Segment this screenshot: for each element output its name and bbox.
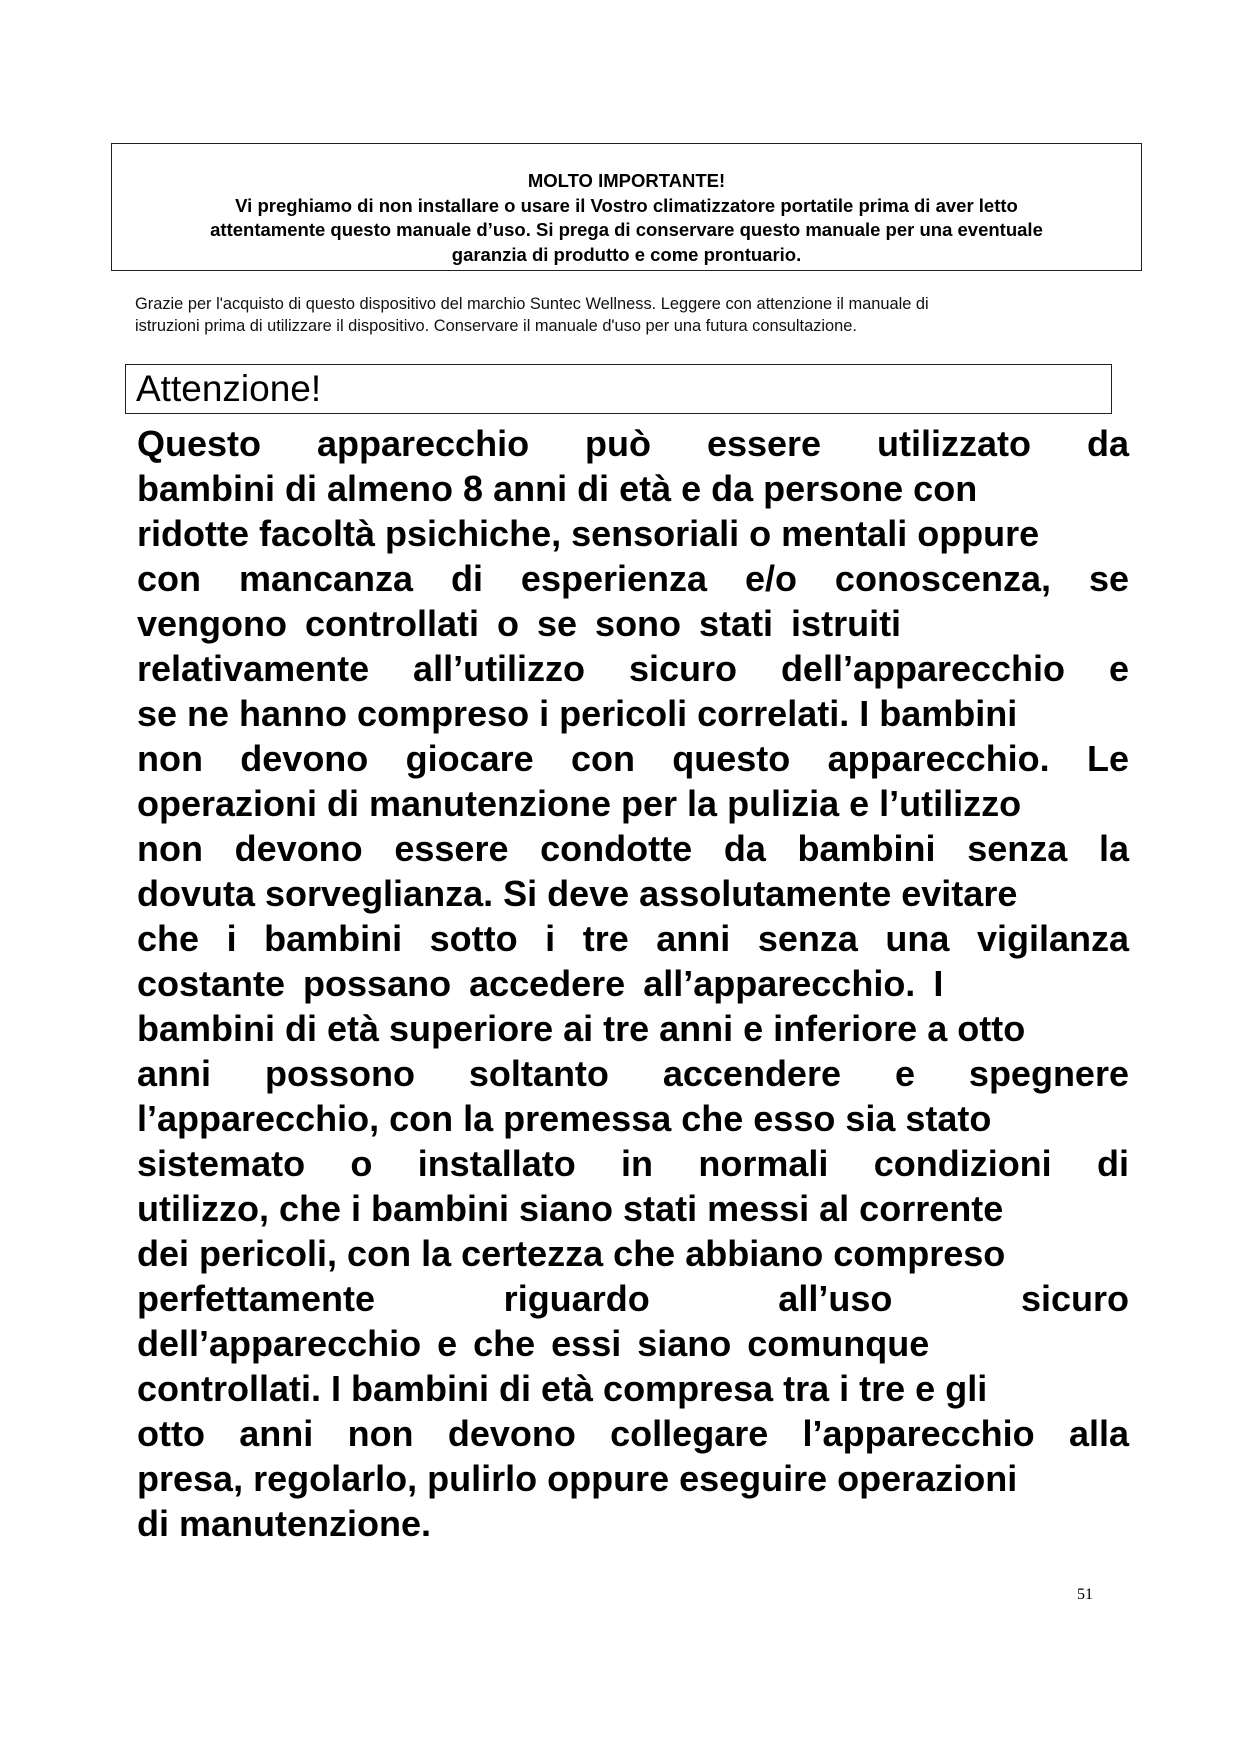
warning-line: controllati. I bambini di età compresa tra i tre e gli (137, 1368, 988, 1409)
intro-line: Grazie per l'acquisto di questo dispositivo del marchio Suntec Wellness. Leggere con attenzione il manuale di (135, 295, 929, 313)
notice-heading: MOLTO IMPORTANTE! (527, 170, 726, 191)
warning-line: se ne hanno compreso i pericoli correlati. I bambini (137, 693, 1018, 734)
warning-line: vengono controllati o se sono stati istruiti (137, 603, 902, 644)
warning-line: Questo apparecchio può essere utilizzato da (137, 423, 1129, 464)
warning-line: dell’apparecchio e che essi siano comunque (137, 1323, 930, 1364)
notice-line: Vi preghiamo di non installare o usare il Vostro climatizzatore portatile prima di aver letto (235, 194, 1018, 216)
warning-line: dovuta sorveglianza. Si deve assolutamente evitare (137, 873, 1018, 914)
warning-line: dei pericoli, con la certezza che abbiano compreso (137, 1233, 1006, 1274)
warning-line: utilizzo, che i bambini siano stati messi al corrente (137, 1188, 1004, 1229)
warning-line: l’apparecchio, con la premessa che esso sia stato (137, 1098, 992, 1139)
notice-line: garanzia di produtto e come prontuario. (451, 243, 802, 265)
warning-line: con mancanza di esperienza e/o conoscenza, se (137, 558, 1129, 599)
intro-line: istruzioni prima di utilizzare il dispositivo. Conservare il manuale d'uso per una futura consultazione. (135, 317, 857, 335)
warning-line: ridotte facoltà psichiche, sensoriali o mentali oppure (137, 513, 1040, 554)
important-notice-box (111, 143, 1142, 271)
warning-line: non devono essere condotte da bambini senza la (137, 828, 1129, 869)
warning-line: bambini di almeno 8 anni di età e da persone con (137, 468, 978, 509)
warning-line: costante possano accedere all’apparecchio. I (137, 963, 944, 1004)
warning-line: presa, regolarlo, pulirlo oppure eseguire operazioni (137, 1458, 1018, 1499)
warning-line: di manutenzione. (137, 1503, 432, 1544)
attention-title: Attenzione! (136, 368, 322, 409)
warning-line: perfettamente riguardo all’uso sicuro (137, 1278, 1129, 1319)
warning-line: non devono giocare con questo apparecchio. Le (137, 738, 1129, 779)
safety-warning-text (137, 421, 1129, 1546)
warning-line: sistemato o installato in normali condizioni di (137, 1143, 1129, 1184)
warning-line: relativamente all’utilizzo sicuro dell’apparecchio e (137, 648, 1129, 689)
attention-title-box (125, 364, 1112, 414)
intro-paragraph (135, 293, 1135, 337)
page-number: 51 (1077, 1586, 1093, 1603)
warning-line: che i bambini sotto i tre anni senza una vigilanza (137, 918, 1129, 959)
notice-line: attentamente questo manuale d’uso. Si prega di conservare questo manuale per una eventuale (210, 219, 1043, 240)
warning-line: anni possono soltanto accendere e spegnere (137, 1053, 1129, 1094)
warning-line: operazioni di manutenzione per la pulizia e l’utilizzo (137, 783, 1022, 824)
warning-line: otto anni non devono collegare l’apparecchio alla (137, 1413, 1129, 1454)
warning-line: bambini di età superiore ai tre anni e inferiore a otto (137, 1008, 1026, 1049)
